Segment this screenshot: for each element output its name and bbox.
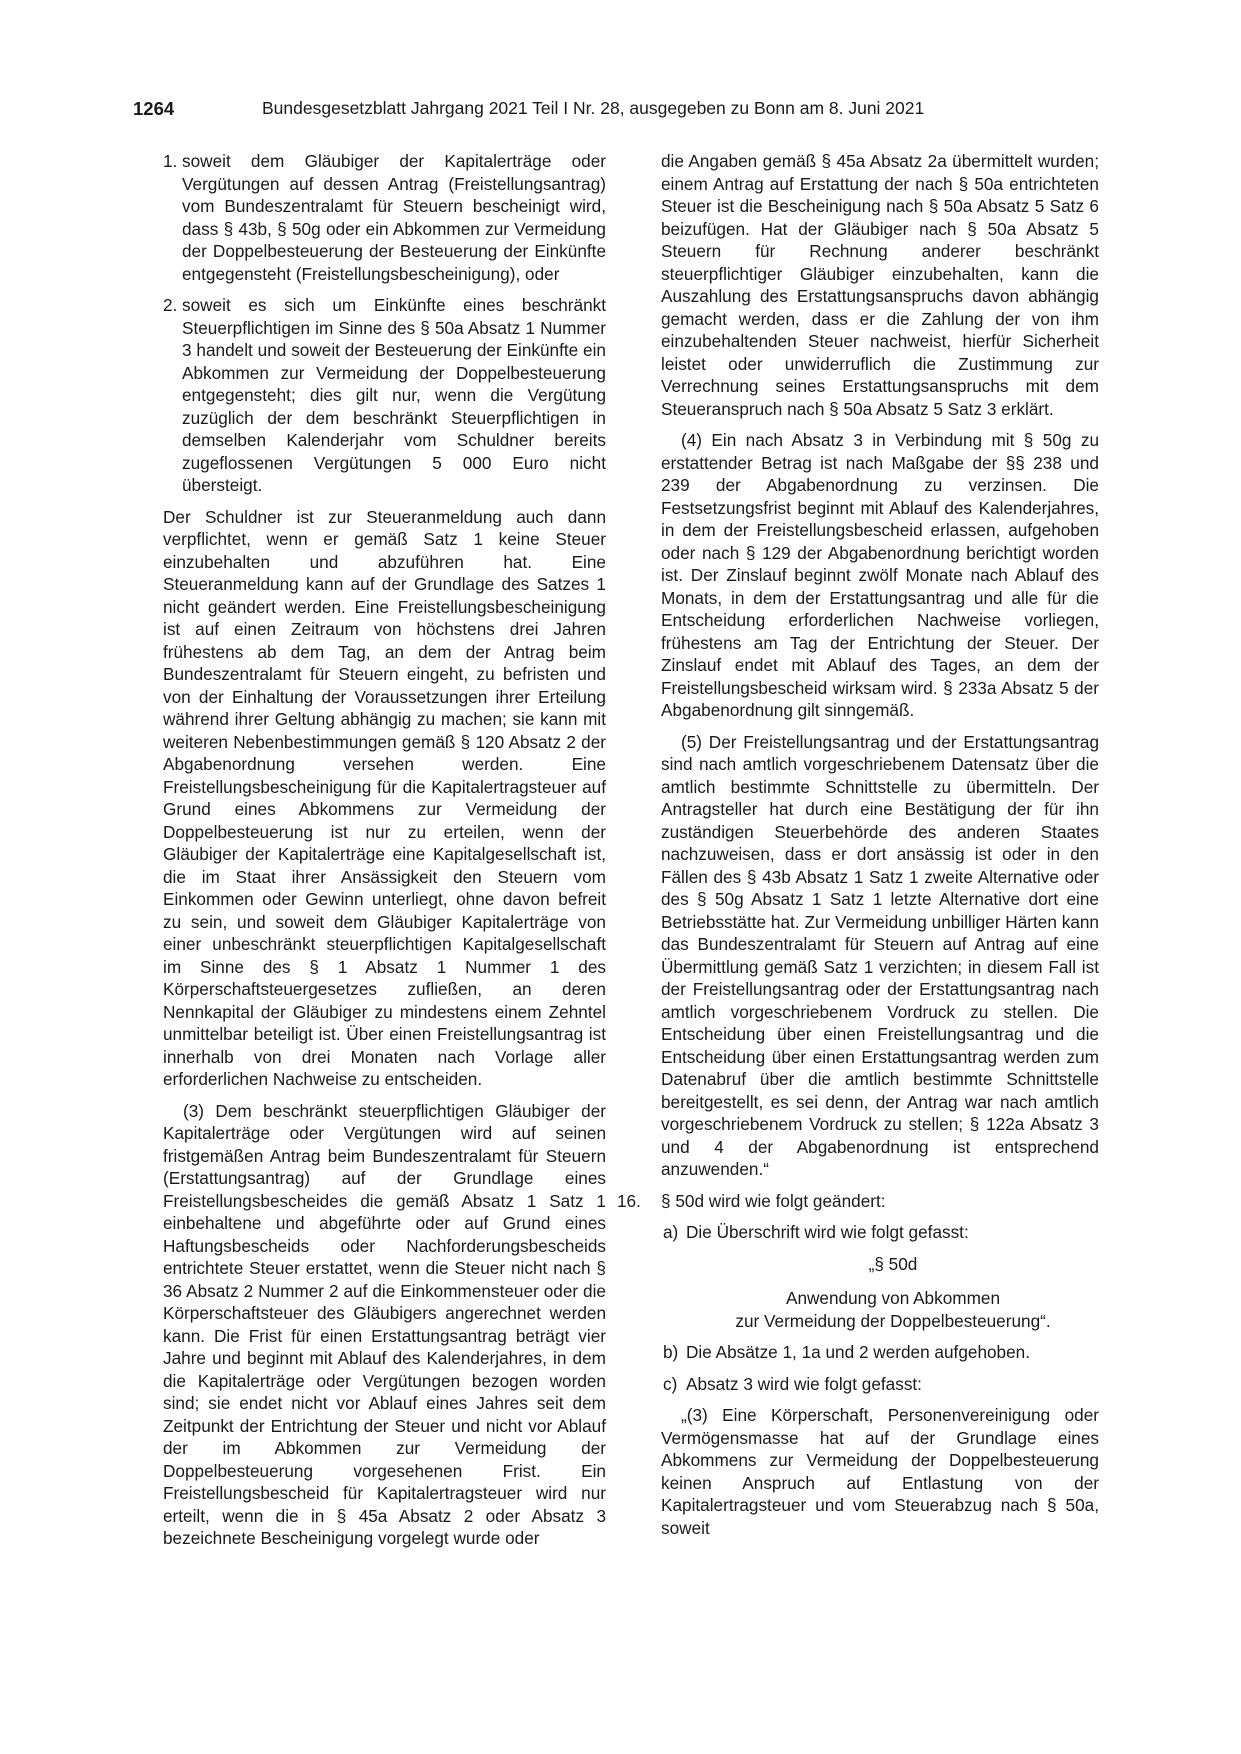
sub-item-text: Absatz 3 wird wie folgt gefasst: (686, 1373, 922, 1394)
page-header (133, 98, 973, 122)
item-number: 2. (163, 295, 178, 315)
item-text: § 50d wird wie folgt geändert: (661, 1190, 886, 1211)
left-column (163, 150, 606, 1559)
item-number: 16. (617, 1190, 641, 1211)
running-head: Bundesgesetzblatt Jahrgang 2021 Teil I Nr. 28, ausgegeben zu Bonn am 8. Juni 2021 (262, 98, 925, 118)
list-item (163, 294, 606, 497)
sub-item-label: a) (663, 1222, 679, 1242)
list-item (163, 150, 606, 285)
paragraph-absatz-4: (4) Ein nach Absatz 3 in Verbindung mit § 50g zu erstattender Betrag ist nach Maßgabe der §§ 238 und 239 der Abgabenordnung zu verzinsen. Die Festsetzungsfrist beginnt mit Ablauf des Kalenderjahres, in dem der Freistellungsbescheid erlassen, aufgehoben oder nach § 129 der Abgabenordnung berichtigt worden ist. Der Zinslauf beginnt zwölf Monate nach Ablauf des Monats, in dem der Erstattungsantrag und alle für die Entscheidung erforderlichen Nachweise vorliegen, frühestens am Tag der Entrichtung der Steuer. Der Zinslauf endet mit Ablauf des Tages, an dem der Freistellungsbescheid wirksam wird. § 233a Absatz 5 der Abgabenordnung gilt sinngemäß. (661, 430, 1099, 720)
sub-item-label: b) (663, 1342, 679, 1362)
paragraph-absatz-3: (3) Dem beschränkt steuerpflichtigen Gläubiger der Kapitalerträge oder Vergütungen wird auf seinen fristgemäßen Antrag beim Bundeszentralamt für Steuern (Erstattungsantrag) auf der Grundlage eines Freistellungsbescheides die gemäß Absatz 1 Satz 1 einbehaltene und abgeführte oder auf Grund eines Haftungsbescheids oder Nachforderungsbescheids entrichtete Steuer erstattet, wenn die Steuer nicht nach § 36 Absatz 2 Nummer 2 auf die Einkommensteuer oder die Körperschaftsteuer des Gläubigers angerechnet werden kann. Die Frist für einen Erstattungsantrag beträgt vier Jahre und beginnt mit Ablauf des Kalenderjahres, in dem die Kapitalerträge oder Vergütungen bezogen worden sind; sie endet nicht vor Ablauf eines Jahres seit dem Zeitpunkt der Entrichtung der Steuer und nicht vor Ablauf der im Abkommen zur Vermeidung der Doppelbesteuerung vorgesehenen Frist. Ein Freistellungsbescheid für Kapitalertragsteuer wird nur erteilt, wenn die in § 45a Absatz 2 oder Absatz 3 bezeichnete Bescheinigung vorgelegt wurde oder (163, 1100, 606, 1548)
section-title-line-1: Anwendung von Abkommen (785, 1288, 1001, 1308)
sub-item-text: Die Absätze 1, 1a und 2 werden aufgehoben. (686, 1342, 1031, 1362)
section-number: „§ 50d (868, 1253, 918, 1274)
sub-item-c (663, 1373, 1099, 1396)
right-column (617, 150, 1099, 1548)
sub-item-b (663, 1341, 1099, 1364)
sub-item-a (663, 1221, 1099, 1244)
sub-item-text: Die Überschrift wird wie folgt gefasst: (686, 1222, 969, 1242)
paragraph-absatz-5: (5) Der Freistellungsantrag und der Erstattungsantrag sind nach amtlich vorgeschriebenem Datensatz über die amtlich bestimmte Schnittstelle zu übermitteln. Der Antragsteller hat durch eine Bestätigung der für ihn zuständigen Steuerbehörde des anderen Staates nachzuweisen, dass er dort ansässig ist oder in den Fällen des § 43b Absatz 1 Satz 1 zweite Alternative oder des § 50g Absatz 1 Satz 1 letzte Alternative dort eine Betriebsstätte hat. Zur Vermeidung unbilliger Härten kann das Bundeszentralamt für Steuern auf Antrag auf eine Übermittlung gemäß Satz 1 verzichten; in diesem Fall ist der Freistellungsantrag oder der Erstattungsantrag nach amtlich vorgeschriebenem Vordruck zu stellen. Die Entscheidung über einen Freistellungsantrag und die Entscheidung über einen Erstattungsantrag werden zum Datenabruf über die amtlich bestimmte Schnittstelle bereitgestellt, es sei denn, der Antrag war nach amtlich vorgeschriebenem Vordruck zu stellen; § 122a Absatz 3 und 4 der Abgabenordnung ist entsprechend anzuwenden.“ (661, 731, 1099, 1179)
item-number: 1. (163, 151, 178, 171)
list-item-16 (617, 1190, 1099, 1213)
item-text: soweit dem Gläubiger der Kapitalerträge oder Vergütungen auf dessen Antrag (Freistellungsantrag) vom Bundeszentralamt für Steuern bescheinigt wird, dass § 43b, § 50g oder ein Abkommen zur Vermeidung der Doppelbesteuerung der Besteuerung der Einkünfte entgegensteht (Freistellungsbescheinigung), oder (182, 151, 606, 284)
paragraph-schuldner: Der Schuldner ist zur Steueranmeldung auch dann verpflichtet, wenn er gemäß Satz 1 keine Steuer einzubehalten und abzuführen hat. Eine Steueranmeldung kann auf der Grundlage des Satzes 1 nicht geändert werden. Eine Freistellungsbescheinigung ist auf einen Zeitraum von höchstens drei Jahren frühestens ab dem Tag, an dem der Antrag beim Bundeszentralamt für Steuern eingeht, zu befristen und von der Einhaltung der Voraussetzungen ihrer Erteilung während ihrer Geltung abhängig zu machen; sie kann mit weiteren Nebenbestimmungen gemäß § 120 Absatz 2 der Abgabenordnung versehen werden. Eine Freistellungsbescheinigung für die Kapitalertragsteuer auf Grund eines Abkommens zur Vermeidung der Doppelbesteuerung ist nur zu erteilen, wenn der Gläubiger der Kapitalerträge eine Kapitalgesellschaft ist, die im Staat ihrer Ansässigkeit den Steuern vom Einkommen oder Gewinn unterliegt, ohne davon befreit zu sein, und soweit dem Gläubiger Kapitalerträge von einer unbeschränkt steuerpflichtigen Kapitalgesellschaft im Sinne des § 1 Absatz 1 Nummer 1 des Körperschaftsteuergesetzes zufließen, an deren Nennkapital der Gläubiger zu mindestens einem Zehntel unmittelbar beteiligt ist. Über einen Freistellungsantrag ist innerhalb von drei Monaten nach Vorlage aller erforderlichen Nachweise zu entscheiden. (163, 506, 606, 1089)
section-heading (687, 1253, 1099, 1333)
section-title-line-2: zur Vermeidung der Doppelbesteuerung“. (735, 1310, 1051, 1331)
page-number: 1264 (133, 98, 175, 119)
quoted-absatz-3: „(3) Eine Körperschaft, Personenvereinigung oder Vermögensmasse hat auf der Grundlage eines Abkommens zur Vermeidung der Doppelbesteuerung keinen Anspruch auf Entlastung von der Kapitalertragsteuer und vom Steuerabzug nach § 50a, soweit (661, 1405, 1099, 1538)
paragraph-absatz-3-continued: die Angaben gemäß § 45a Absatz 2a übermittelt wurden; einem Antrag auf Erstattung der nach § 50a entrichteten Steuer ist die Bescheinigung nach § 50a Absatz 5 Satz 6 beizufügen. Hat der Gläubiger nach § 50a Absatz 5 Steuern für Rechnung anderer beschränkt steuerpflichtiger Gläubiger einzubehalten, kann die Auszahlung des Erstattungsanspruchs davon abhängig gemacht werden, dass er die Zahlung der von ihm einzubehaltenden Steuer nachweist, hierfür Sicherheit leistet oder unwiderruflich die Zustimmung zur Verrechnung seines Erstattungsanspruchs mit dem Steueranspruch nach § 50a Absatz 5 Satz 3 erklärt. (661, 151, 1099, 419)
sub-item-label: c) (663, 1373, 678, 1394)
item-text: soweit es sich um Einkünfte eines beschränkt Steuerpflichtigen im Sinne des § 50a Absatz 1 Nummer 3 handelt und soweit der Besteuerung der Einkünfte ein Abkommen zur Vermeidung der Doppelbesteuerung entgegensteht; dies gilt nur, wenn die Vergütung zuzüglich der dem beschränkt Steuerpflichtigen in demselben Kalenderjahr vom Schuldner bereits zugeflossenen Vergütungen 5 000 Euro nicht übersteigt. (182, 295, 606, 495)
